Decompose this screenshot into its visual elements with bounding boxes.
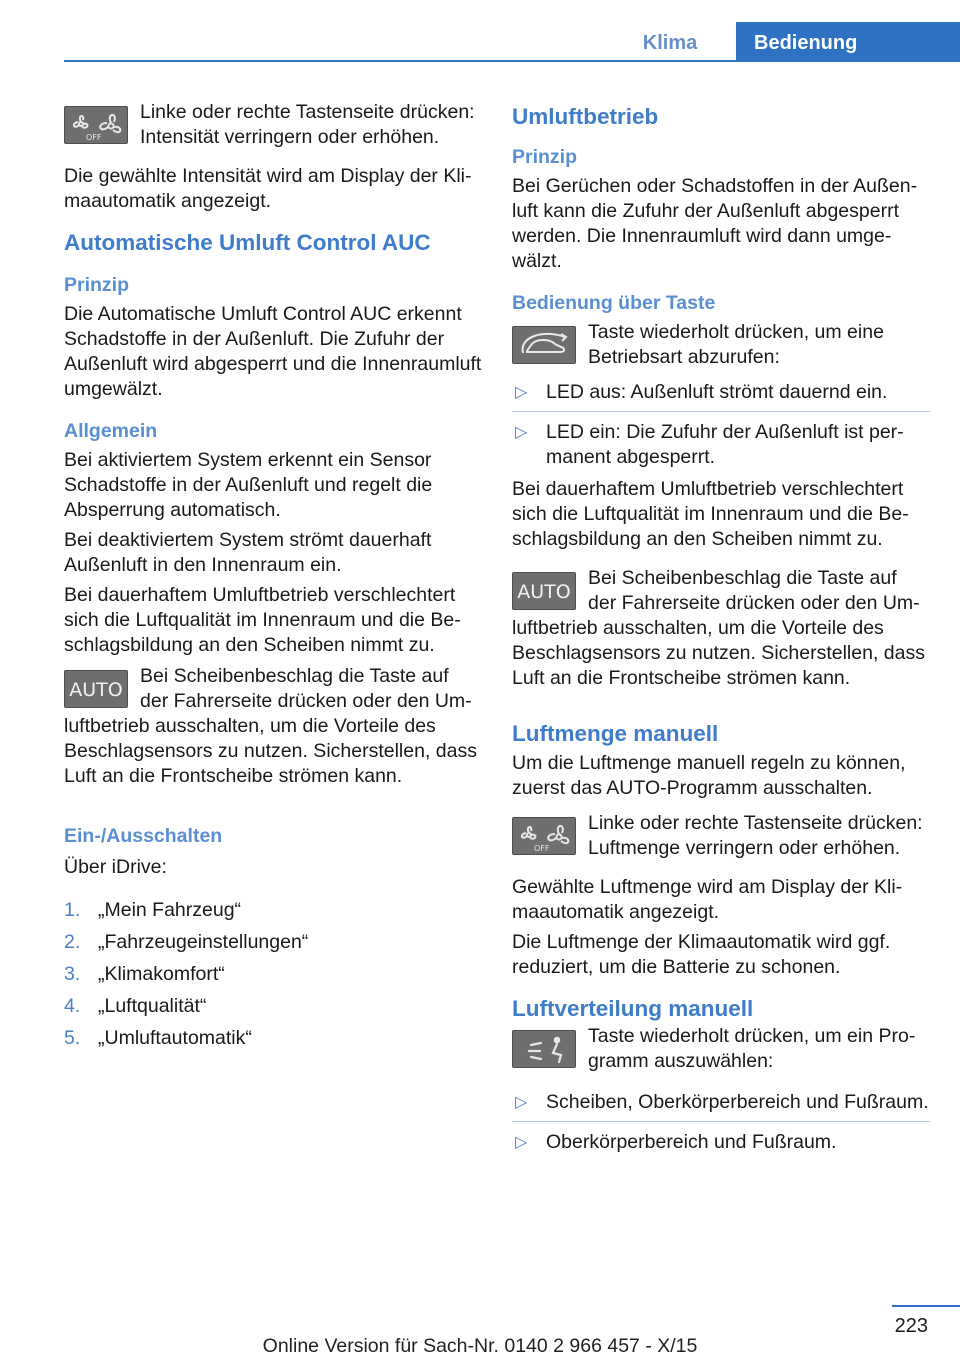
page-header	[64, 22, 960, 62]
auto-button-paragraph	[64, 664, 482, 799]
header-tab-klima: Klima	[642, 32, 698, 54]
list-item: 5. „Umluftautomatik“	[64, 1027, 252, 1049]
list-item: ▷ Scheiben, Oberkörperbereich und Fußraum.	[512, 1090, 930, 1122]
triangle-bullet-icon: ▷	[515, 1094, 528, 1111]
einaus-heading: Ein-/Ausschalten	[64, 825, 223, 847]
luftmenge-display-text: Gewählte Luftmenge wird am Display der Klimaautomatik angezeigt.	[512, 876, 903, 923]
fan-intensity-icon	[64, 106, 128, 144]
right-column	[512, 100, 930, 1162]
page-number: 223	[894, 1315, 928, 1337]
page-number-bar	[892, 1305, 960, 1307]
luftverteilung-heading: Luftverteilung manuell	[512, 996, 754, 1021]
air-distribution-programs-list	[512, 1090, 930, 1155]
fan-intensity-paragraph	[512, 811, 930, 871]
auc-prinzip-text: Die Automatische Umluft Control AUC erkennt Schadstoffe in der Außenluft. Die Zufuhr der Außenluft wird abgesperrt und die Innenraumluft umgewälzt.	[64, 303, 482, 400]
air-distribution-text: Taste wiederholt drücken, um ein Programm auszuwählen:	[588, 1025, 916, 1072]
fan-intensity-paragraph	[64, 100, 482, 160]
einaus-text: Über iDrive:	[64, 856, 167, 878]
fan-intensity-icon	[512, 817, 576, 855]
auto-button-text: Bei Scheibenbeschlag die Taste auf der Fahrerseite drücken oder den Umluftbetrieb ausschalten, um die Vorteile des Beschlagsensors zu nutzen. Sicherstellen, dass Luft an die Frontscheibe strömen kann.	[64, 665, 477, 787]
luftmenge-icon-text: Linke oder rechte Tastenseite drücken: Luftmenge verringern oder erhöhen.	[588, 812, 923, 859]
intensity-display-text: Die gewählte Intensität wird am Display der Klimaautomatik angezeigt.	[64, 165, 472, 212]
list-item: 4. „Luftqualität“	[64, 995, 207, 1017]
allgemein-text-3: Bei dauerhaftem Umluftbetrieb verschlechtert sich die Luftqualität im Innenraum und die Beschlagsbildung an den Scheiben nimmt zu.	[64, 584, 461, 656]
triangle-bullet-icon: ▷	[515, 424, 528, 441]
recirculation-warning-text: Bei dauerhaftem Umluftbetrieb verschlechtert sich die Luftqualität im Innenraum und die Beschlagsbildung an den Scheiben nimmt zu.	[512, 478, 909, 550]
auc-heading: Automatische Umluft Control AUC	[64, 230, 431, 255]
umluft-prinzip-heading: Prinzip	[512, 146, 578, 168]
list-item: 1. „Mein Fahrzeug“	[64, 899, 242, 921]
auto-button-icon	[64, 670, 128, 708]
list-item: ▷ Oberkörperbereich und Fußraum.	[515, 1131, 837, 1153]
luftmenge-battery-text: Die Luftmenge der Klimaautomatik wird ggf. reduziert, um die Batterie zu schonen.	[512, 931, 891, 978]
left-column	[64, 100, 482, 1058]
allgemein-heading: Allgemein	[64, 420, 158, 442]
luftmenge-text: Um die Luftmenge manuell regeln zu können, zuerst das AUTO-Programm ausschalten.	[512, 752, 906, 799]
recirculation-modes-list	[512, 380, 930, 470]
allgemein-text-1: Bei aktiviertem System erkennt ein Sensor Schadstoffe in der Außenluft und regelt die Absperrung automatisch.	[64, 449, 433, 521]
recirculation-paragraph	[512, 320, 930, 380]
auto-button-icon	[512, 572, 576, 610]
triangle-bullet-icon: ▷	[515, 1134, 528, 1151]
header-tab-bedienung: Bedienung	[736, 22, 960, 62]
auc-prinzip-heading: Prinzip	[64, 274, 130, 296]
air-distribution-paragraph	[512, 1024, 930, 1084]
air-distribution-icon	[512, 1030, 576, 1068]
footer-text: Online Version für Sach-Nr. 0140 2 966 457 - X/15	[262, 1335, 698, 1357]
auto-label: AUTO	[517, 581, 571, 603]
list-item: ▷ LED ein: Die Zufuhr der Außenluft ist permanent abgesperrt.	[515, 421, 904, 468]
svg-text:OFF: OFF	[534, 844, 550, 853]
auto-button-paragraph	[512, 566, 930, 701]
luftmenge-heading: Luftmenge manuell	[512, 721, 719, 746]
recirculation-icon	[512, 326, 576, 364]
allgemein-text-2: Bei deaktiviertem System strömt dauerhaft Außenluft in den Innenraum ein.	[64, 529, 432, 576]
umluft-prinzip-text: Bei Gerüchen oder Schadstoffen in der Außenluft kann die Zufuhr der Außenluft abgesperrt werden. Die Innenraumluft wird dann umgewälzt.	[512, 175, 918, 272]
umluft-heading: Umluftbetrieb	[512, 104, 659, 129]
auto-button-text: Bei Scheibenbeschlag die Taste auf der Fahrerseite drücken oder den Umluftbetrieb ausschalten, um die Vorteile des Beschlagsensors zu nutzen. Sicherstellen, dass Luft an die Frontscheibe strömen kann.	[512, 567, 925, 689]
svg-text:OFF: OFF	[86, 133, 102, 142]
idrive-steps-list	[64, 898, 482, 1051]
list-item: 2. „Fahrzeugeinstellungen“	[64, 931, 309, 953]
recirculation-text: Taste wiederholt drücken, um eine Betriebsart abzurufen:	[588, 321, 884, 368]
list-item: 3. „Klimakomfort“	[64, 963, 225, 985]
triangle-bullet-icon: ▷	[515, 384, 528, 401]
auto-label: AUTO	[69, 679, 123, 701]
list-item: ▷ LED aus: Außenluft strömt dauernd ein.	[512, 380, 930, 412]
fan-intensity-text: Linke oder rechte Tastenseite drücken: Intensität verringern oder erhöhen.	[140, 101, 475, 148]
taste-heading: Bedienung über Taste	[512, 292, 716, 314]
